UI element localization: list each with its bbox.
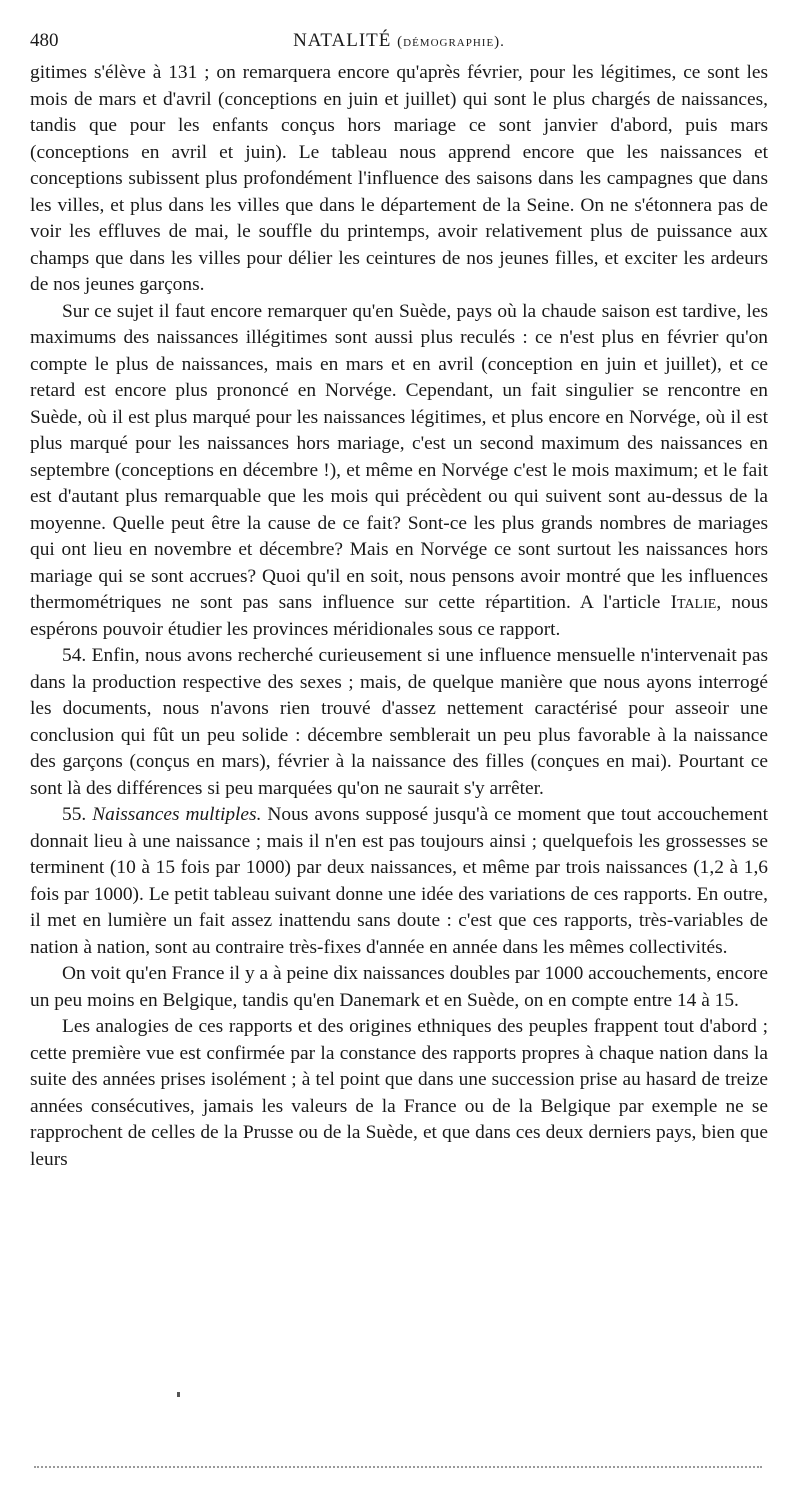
running-header xyxy=(30,30,768,60)
document-page xyxy=(30,30,768,1173)
paragraph-analogies: Les analogies de ces rapports et des origines ethniques des peuples frappent tout d'abord ; cette première vue est confirmée par la constance des rapports propres à chaque nation dans la suite des années prises isolément ; à tel point que dans une succession prise au hasard de treize années consécutives, jamais les valeurs de la France ou de la Belgique par exemple ne se rapprochent de celles de la Prusse ou de la Suède, et que dans ces deux derniers pays, bien que leurs xyxy=(30,1016,768,1170)
paragraph-54: 54. Enfin, nous avons recherché curieusement si une influence mensuelle n'intervenait pas dans la production respective des sexes ; mais, de quelque manière que nous ayons interrogé les documents, nous n'avons rien trouvé d'assez nettement caractérisé pour asseoir une conclusion qui fût un peu solide : décembre semblerait un peu plus favorable à la naissance des garçons (conçus en mars), février à la naissance des filles (conçues en mai). Pourtant ce sont là des différences si peu marquées qu'on ne saurait s'y arrêter. xyxy=(30,645,768,799)
section-heading: Naissances multiples. xyxy=(92,804,262,825)
running-title xyxy=(90,30,768,52)
paragraph-sweden-text: Sur ce sujet il faut encore remarquer qu'en Suède, pays où la chaude saison est tardive, les maximums des naissances illégitimes sont aussi plus reculés : ce n'est plus en février qu'on compte le plus de naissances, mais en mars et en avril (conception en juin et juillet), et ce retard est encore plus prononcé en Norvége. Cependant, un fait singulier se rencontre en Suède, où il est plus marqué pour les naissances légitimes, et plus encore en Norvége, où il est plus marqué pour les naissances hors mariage, c'est un second maximum des naissances en septembre (conceptions en décembre !), et même en Norvége c'est le mois maximum; et le fait est d'autant plus remarquable que les mois qui précèdent ou qui suivent sont au-dessus de la moyenne. Quelle peut être la cause de ce fait? Sont-ce les plus grands nombres de mariages qui ont lieu en novembre et décembre? Mais en Norvége ce sont surtout les naissances hors mariage qui se sont accrues? Quoi qu'il en soit, nous pensons avoir montré que les influences thermométriques ne sont pas sans influence sur cette répartition. A l'article xyxy=(30,300,768,613)
paragraph-france: On voit qu'en France il y a à peine dix naissances doubles par 1000 accouchements, encore un peu moins en Belgique, tandis qu'en Danemark et en Suède, on en compte entre 14 à 15. xyxy=(30,963,768,1011)
paragraph-continuation: gitimes s'élève à 131 ; on remarquera encore qu'après février, pour les légitimes, ce sont les mois de mars et d'avril (conceptions en juin et juillet) qui sont le plus chargés de naissances, tandis que pour les enfants conçus hors mariage ce sont janvier d'abord, puis mars (conceptions en avril et juin). Le tableau nous apprend encore que les naissances et conceptions subissent plus profondément l'influence des saisons dans les campagnes que dans les villes, et plus dans les villes que dans le département de la Seine. On ne s'étonnera pas de voir les effluves de mai, le souffle du printemps, avoir relativement plus de puissance aux champs que dans les villes pour délier les ceintures de nos jeunes filles, et exciter les ardeurs de nos jeunes garçons. xyxy=(30,62,768,295)
italie-reference: Italie xyxy=(670,592,717,613)
paragraph-sweden xyxy=(30,299,768,644)
running-title-sub: (démographie). xyxy=(397,34,505,50)
page-number: 480 xyxy=(30,30,59,51)
section-number: 55. xyxy=(62,804,93,825)
footer-rule xyxy=(34,1466,762,1468)
body-text xyxy=(30,60,768,1173)
paragraph-55 xyxy=(30,802,768,961)
paragraph-sweden-end: , nous espérons pouvoir étudier les provinces méridionales sous ce rapport. xyxy=(30,592,768,640)
running-title-main: NATALITÉ xyxy=(293,30,392,51)
print-speck xyxy=(177,1392,180,1397)
paragraph-55-text: Nous avons supposé jusqu'à ce moment que tout accouchement donnait lieu à une naissance ; mais il n'en est pas toujours ainsi ; quelquefois les grossesses se terminent (10 à 15 fois par 1000) par deux naissances, et même par trois naissances (1,2 à 1,6 fois par 1000). Le petit tableau suivant donne une idée des variations de ces rapports. En outre, il met en lumière un fait assez inattendu sans doute : c'est que ces rapports, très-variables de nation à nation, sont au contraire très-fixes d'année en année dans les mêmes collectivités. xyxy=(30,804,768,958)
